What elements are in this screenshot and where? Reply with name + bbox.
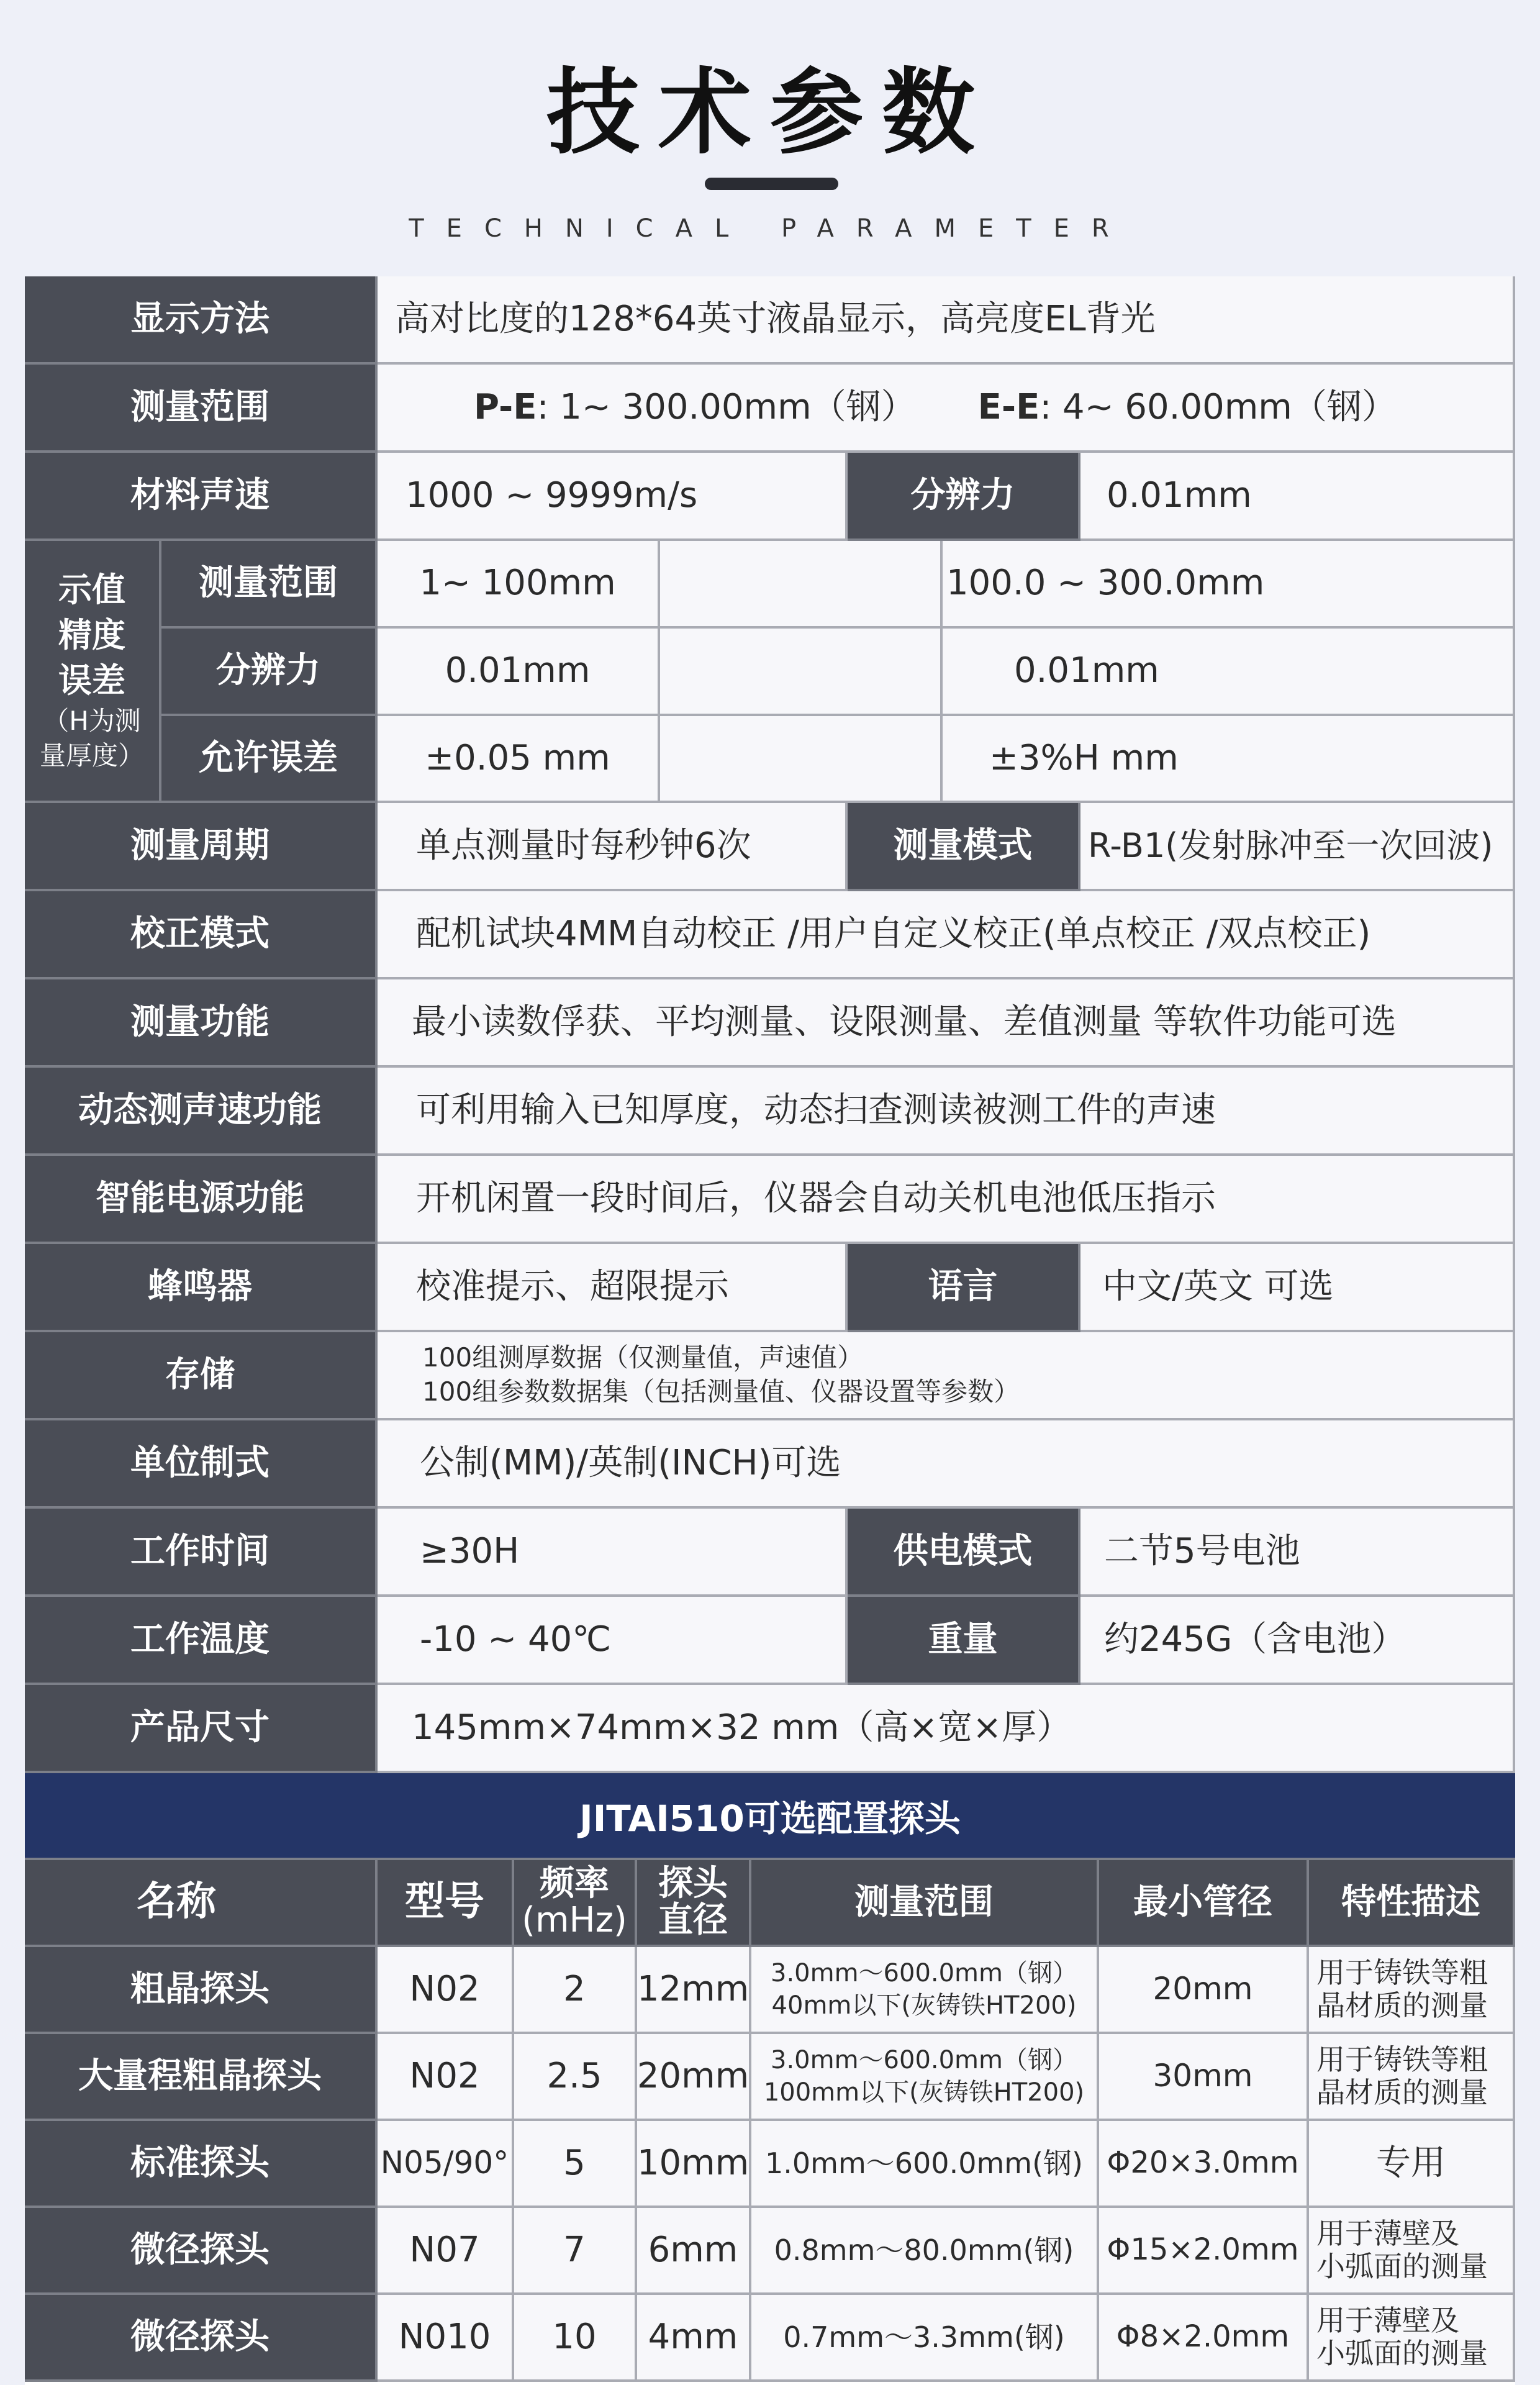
probe-row-5-range [751, 2295, 1099, 2382]
label-acc-range: 测量范围 [161, 541, 378, 629]
probe-row-4-range [751, 2208, 1099, 2295]
label-storage: 存储 [25, 1332, 378, 1420]
value-size: 145mm×74mm×32 mm（高×宽×厚） [378, 1685, 1515, 1773]
label-calibration: 校正模式 [25, 891, 378, 979]
value-power-mgmt: 开机闲置一段时间后，仪器会自动关机电池低压指示 [378, 1156, 1515, 1244]
probe-row-5-desc [1309, 2295, 1515, 2382]
storage-line-1: 100组测厚数据（仅测量值，声速值） [422, 1342, 864, 1373]
value-functions: 最小读数俘获、平均测量、设限测量、差值测量 等软件功能可选 [378, 979, 1515, 1068]
dia-header-line-1: 探头 [658, 1863, 728, 1904]
dia-header-line-2: 直径 [658, 1900, 728, 1940]
probe-row-3-freq: 5 [514, 2121, 637, 2208]
spec-table [25, 276, 1515, 2385]
probe-header-freq [514, 1860, 637, 1947]
freq-header-line-1: 频率 [540, 1863, 609, 1904]
value-storage [378, 1332, 1515, 1420]
probe-row-4-desc-line-1: 用于薄壁及 [1316, 2217, 1459, 2251]
probe-row-2-desc-line-2: 晶材质的测量 [1316, 2076, 1488, 2109]
probe-row-5-desc-line-2: 小弧面的测量 [1316, 2337, 1488, 2370]
label-size: 产品尺寸 [25, 1685, 378, 1773]
probe-row-4-name: 微径探头 [25, 2208, 378, 2295]
label-display: 显示方法 [25, 276, 378, 365]
probe-header-desc: 特性描述 [1309, 1860, 1515, 1947]
probe-row-2-model: N02 [378, 2034, 514, 2121]
acc-err-b: ±3%H mm [943, 716, 1515, 803]
acc-err-a: ±0.05 mm [378, 716, 660, 803]
value-dyn-velocity: 可利用输入已知厚度，动态扫查测读被测工件的声速 [378, 1068, 1515, 1156]
accuracy-line-4: （H为测 [43, 705, 141, 736]
label-acc-err: 允许误差 [161, 716, 378, 803]
probe-header-pipe: 最小管径 [1099, 1860, 1309, 1947]
label-period: 测量周期 [25, 803, 378, 891]
probe-row-5-model: N010 [378, 2295, 514, 2382]
probe-row-4-dia: 6mm [637, 2208, 751, 2295]
probe-row-3-desc [1309, 2121, 1515, 2208]
probe-row-5-dia: 4mm [637, 2295, 751, 2382]
label-resolution: 分辨力 [848, 453, 1080, 541]
ee-label: E-E [977, 386, 1040, 427]
probe-header-dia [637, 1860, 751, 1947]
probe-row-4-freq: 7 [514, 2208, 637, 2295]
accuracy-line-2: 精度 [58, 615, 125, 655]
probe-row-2-desc [1309, 2034, 1515, 2121]
accuracy-line-5: 量厚度） [39, 740, 144, 771]
value-mode: R-B1(发射脉冲至一次回波) [1080, 803, 1515, 891]
value-language: 中文/英文 可选 [1080, 1244, 1515, 1332]
probe-row-2-desc-line-1: 用于铸铁等粗 [1316, 2043, 1488, 2077]
acc-res-a: 0.01mm [378, 629, 660, 716]
probe-row-4-range-line-1: 0.8mm～80.0mm(钢) [774, 2233, 1074, 2267]
probe-row-1-desc-line-2: 晶材质的测量 [1316, 1989, 1488, 2022]
value-resolution: 0.01mm [1080, 453, 1515, 541]
probe-section-title: JITAI510可选配置探头 [25, 1773, 1515, 1860]
value-weight: 约245G（含电池） [1080, 1597, 1515, 1685]
probe-row-5-name: 微径探头 [25, 2295, 378, 2382]
label-power-supply: 供电模式 [848, 1509, 1080, 1597]
probe-row-1-desc [1309, 1947, 1515, 2034]
acc-range-a: 1~ 100mm [378, 541, 660, 629]
storage-line-2: 100组参数数据集（包括测量值、仪器设置等参数） [422, 1376, 1020, 1407]
probe-header-range: 测量范围 [751, 1860, 1099, 1947]
probe-row-2-name: 大量程粗晶探头 [25, 2034, 378, 2121]
probe-header-name: 名称 [25, 1860, 378, 1947]
probe-row-2-range-line-2: 100mm以下(灰铸铁HT200) [763, 2078, 1085, 2107]
page-subtitle: TECHNICAL PARAMETER [409, 214, 1131, 243]
ee-value: : 4~ 60.00mm（钢） [1040, 386, 1397, 427]
label-weight: 重量 [848, 1597, 1080, 1685]
label-temperature: 工作温度 [25, 1597, 378, 1685]
probe-row-2-range-line-1: 3.0mm～600.0mm（钢） [771, 2046, 1077, 2074]
probe-row-1-freq: 2 [514, 1947, 637, 2034]
label-work-time: 工作时间 [25, 1509, 378, 1597]
probe-row-2-freq: 2.5 [514, 2034, 637, 2121]
pe-label: P-E [474, 386, 537, 427]
acc-range-b: 100.0 ~ 300.0mm [943, 541, 1515, 629]
probe-row-2-pipe: 30mm [1099, 2034, 1309, 2121]
label-buzzer: 蜂鸣器 [25, 1244, 378, 1332]
acc-range-empty [660, 541, 943, 629]
label-units: 单位制式 [25, 1420, 378, 1509]
probe-row-1-pipe: 20mm [1099, 1947, 1309, 2034]
label-mode: 测量模式 [848, 803, 1080, 891]
probe-row-3-model: N05/90° [378, 2121, 514, 2208]
probe-row-1-name: 粗晶探头 [25, 1947, 378, 2034]
probe-row-4-desc-line-2: 小弧面的测量 [1316, 2250, 1488, 2283]
freq-header-line-2: (mHz) [522, 1900, 627, 1940]
label-language: 语言 [848, 1244, 1080, 1332]
probe-row-1-model: N02 [378, 1947, 514, 2034]
accuracy-line-1: 示值 [58, 570, 125, 609]
acc-res-b: 0.01mm [943, 629, 1515, 716]
acc-err-empty [660, 716, 943, 803]
probe-row-3-name: 标准探头 [25, 2121, 378, 2208]
probe-row-5-range-line-1: 0.7mm～3.3mm(钢) [783, 2320, 1065, 2354]
label-power-mgmt: 智能电源功能 [25, 1156, 378, 1244]
value-work-time: ≥30H [378, 1509, 848, 1597]
probe-row-1-range-line-2: 40mm以下(灰铸铁HT200) [771, 1991, 1077, 2020]
probe-row-3-range-line-1: 1.0mm～600.0mm(钢) [765, 2146, 1083, 2180]
value-display: 高对比度的128*64英寸液晶显示，高亮度EL背光 [378, 276, 1515, 365]
label-accuracy-group [25, 541, 161, 803]
probe-row-3-desc-line-1: 专用 [1376, 2142, 1446, 2183]
probe-row-2-dia: 20mm [637, 2034, 751, 2121]
accuracy-line-3: 误差 [58, 660, 125, 700]
probe-row-1-dia: 12mm [637, 1947, 751, 2034]
probe-row-3-range [751, 2121, 1099, 2208]
label-functions: 测量功能 [25, 979, 378, 1068]
acc-res-empty [660, 629, 943, 716]
probe-row-5-desc-line-1: 用于薄壁及 [1316, 2304, 1459, 2338]
value-range [378, 365, 1515, 453]
probe-row-3-pipe: Φ20×3.0mm [1099, 2121, 1309, 2208]
probe-row-1-desc-line-1: 用于铸铁等粗 [1316, 1956, 1488, 1990]
probe-row-4-model: N07 [378, 2208, 514, 2295]
value-units: 公制(MM)/英制(INCH)可选 [378, 1420, 1515, 1509]
value-velocity: 1000 ~ 9999m/s [378, 453, 848, 541]
probe-row-1-range-line-1: 3.0mm～600.0mm（钢） [771, 1959, 1077, 1988]
label-dyn-velocity: 动态测声速功能 [25, 1068, 378, 1156]
pe-value: : 1~ 300.00mm（钢） [537, 386, 916, 427]
probe-row-5-freq: 10 [514, 2295, 637, 2382]
label-acc-res: 分辨力 [161, 629, 378, 716]
title-underline [705, 178, 838, 190]
probe-row-1-range [751, 1947, 1099, 2034]
probe-header-model: 型号 [378, 1860, 514, 1947]
value-temperature: -10 ~ 40℃ [378, 1597, 848, 1685]
probe-row-3-dia: 10mm [637, 2121, 751, 2208]
label-range: 测量范围 [25, 365, 378, 453]
value-calibration: 配机试块4MM自动校正 /用户自定义校正(单点校正 /双点校正) [378, 891, 1515, 979]
probe-row-2-range [751, 2034, 1099, 2121]
probe-row-5-pipe: Φ8×2.0mm [1099, 2295, 1309, 2382]
value-power-supply: 二节5号电池 [1080, 1509, 1515, 1597]
page-title: 技术参数 [546, 59, 994, 167]
probe-row-4-pipe: Φ15×2.0mm [1099, 2208, 1309, 2295]
value-buzzer: 校准提示、超限提示 [378, 1244, 848, 1332]
probe-row-4-desc [1309, 2208, 1515, 2295]
value-period: 单点测量时每秒钟6次 [378, 803, 848, 891]
label-velocity: 材料声速 [25, 453, 378, 541]
